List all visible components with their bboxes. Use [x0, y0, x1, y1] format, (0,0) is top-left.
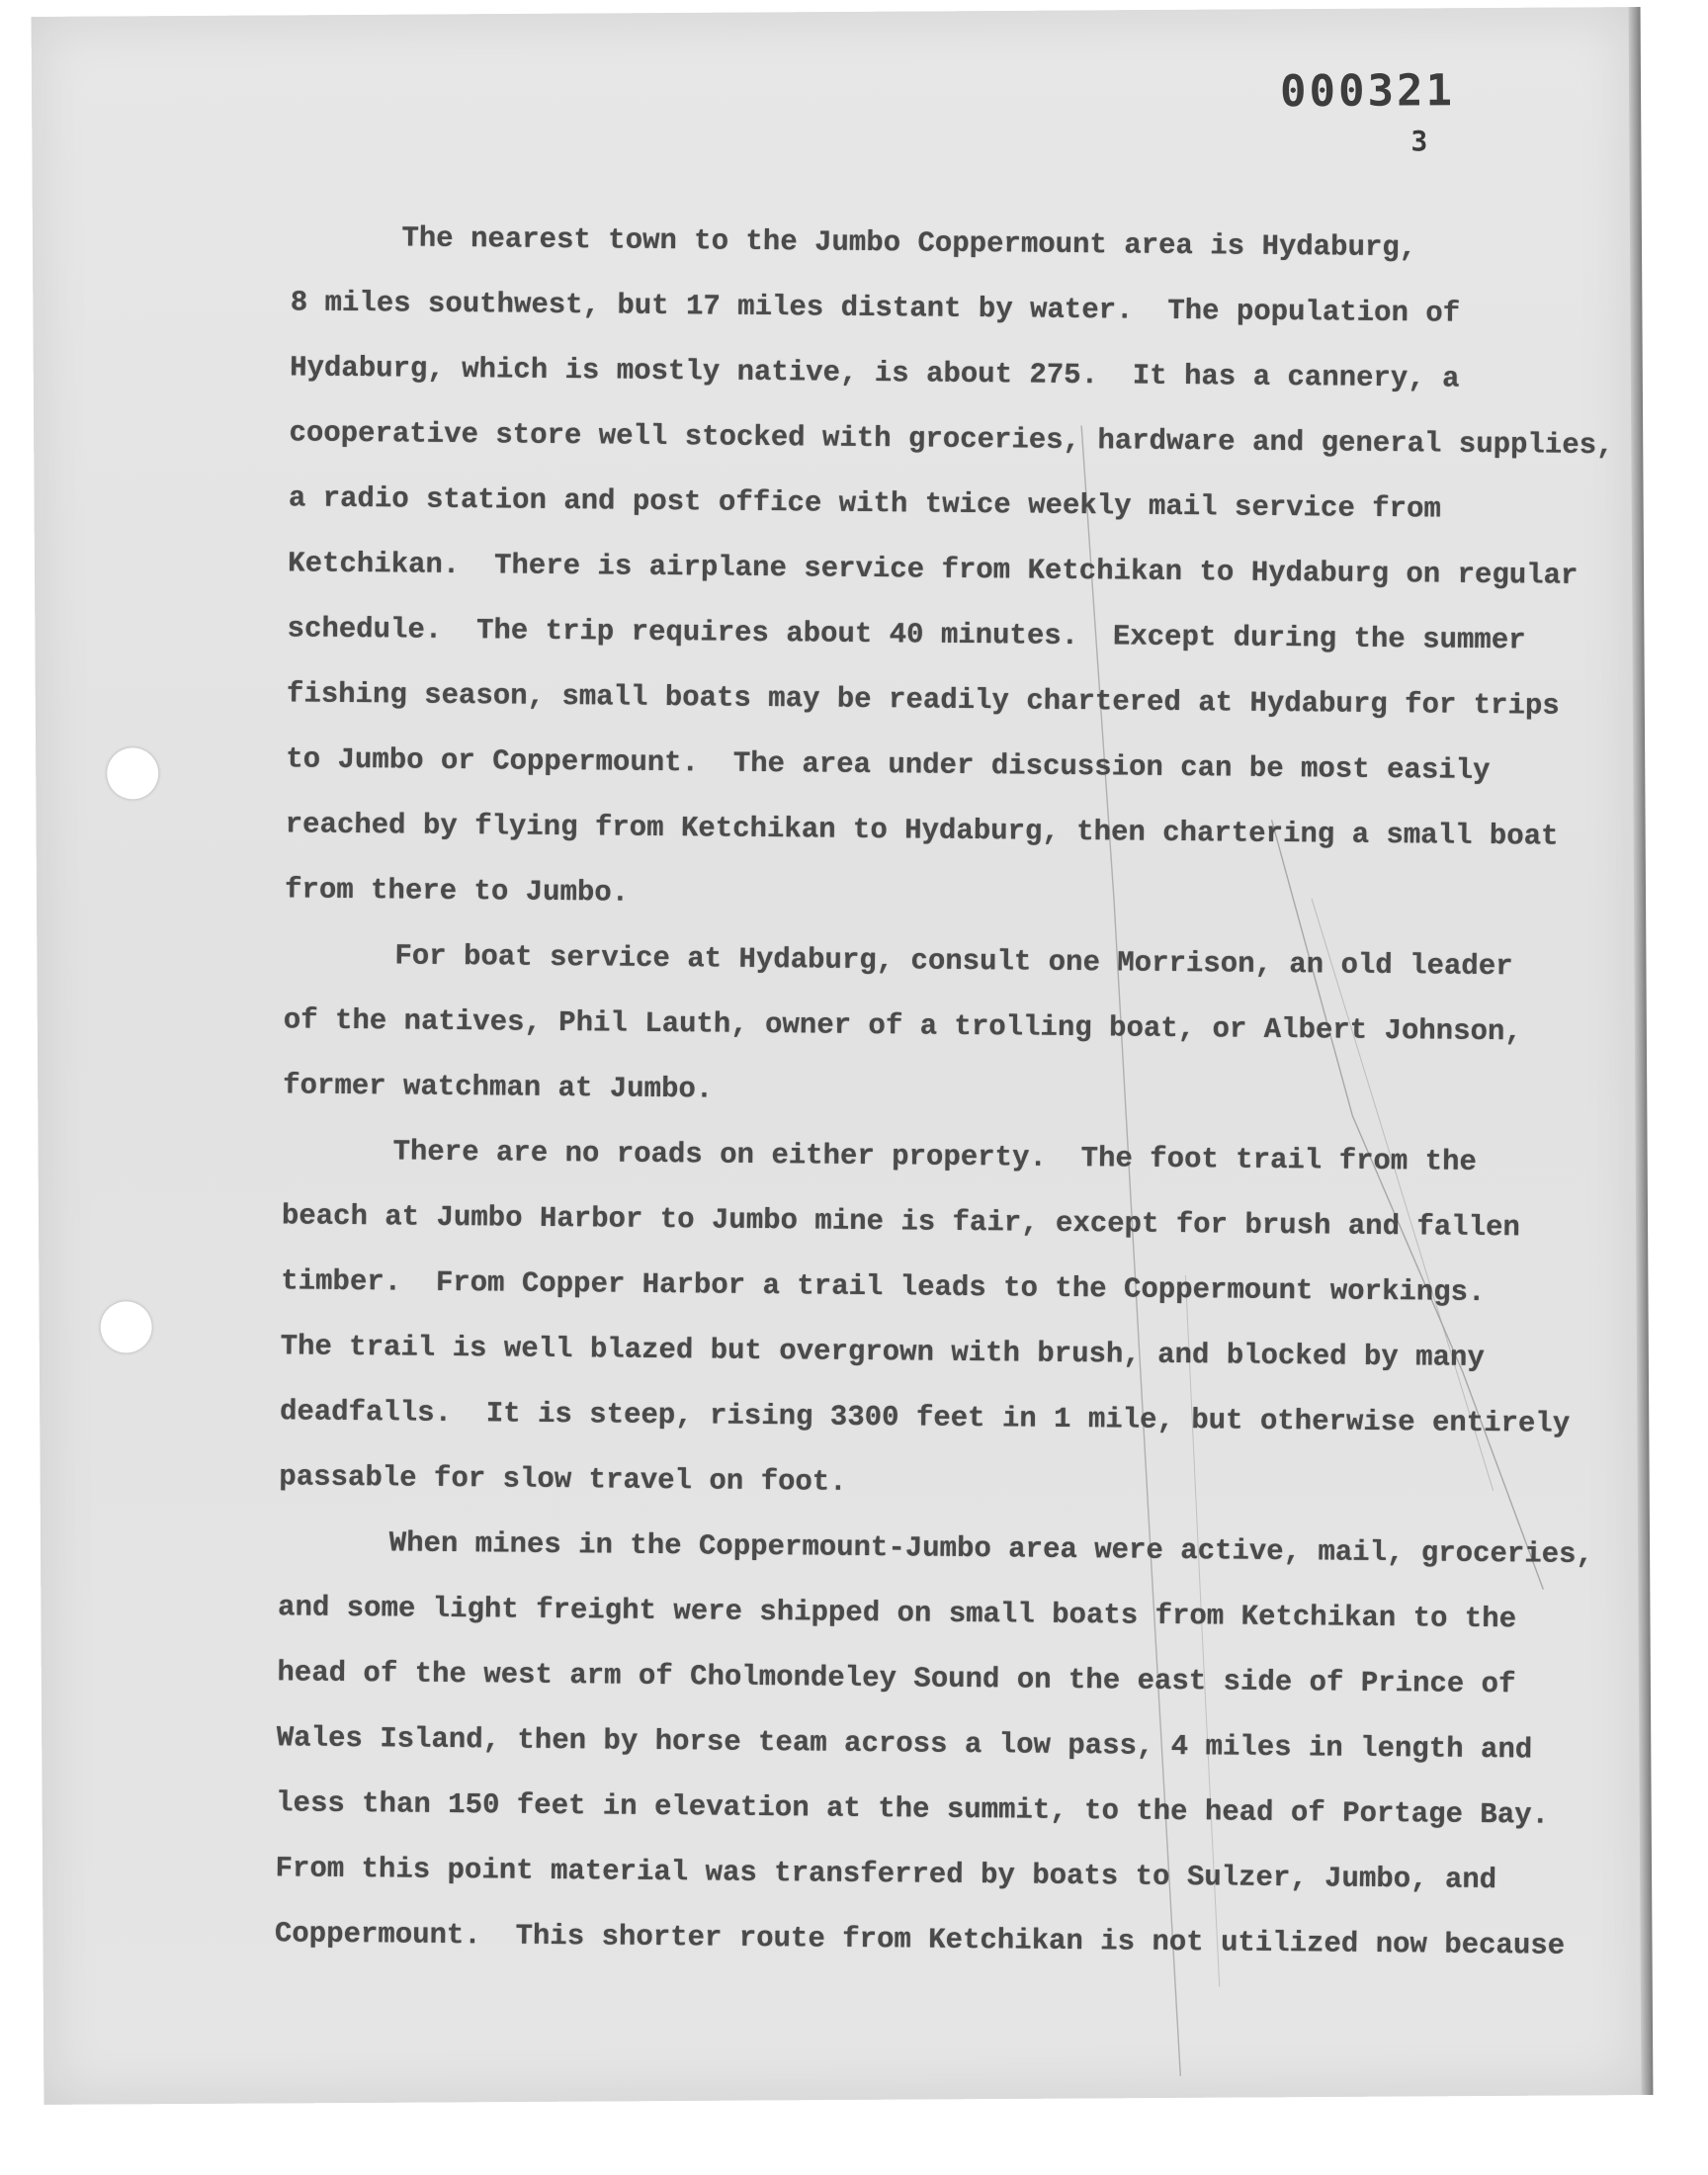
text-line: 8 miles southwest, but 17 miles distant by water. The population of [290, 286, 1461, 330]
text-line: a radio station and post office with twice weekly mail service from [288, 481, 1441, 526]
paragraph-1 [285, 205, 1646, 935]
text-line: less than 150 feet in elevation at the summit, to the head of Portage Bay. [276, 1786, 1550, 1832]
text-line: schedule. The trip requires about 40 minutes. Except during the summer [287, 612, 1526, 657]
text-line: of the natives, Phil Lauth, owner of a trolling boat, or Albert Johnson, [283, 1003, 1522, 1049]
text-line: When mines in the Coppermount-Jumbo area were active, mail, groceries, [388, 1526, 1594, 1572]
paragraph-2 [283, 922, 1639, 1131]
text-line: former watchman at Jumbo. [283, 1069, 714, 1106]
text-line: Coppermount. This shorter route from Ketchikan is not utilized now because [274, 1917, 1566, 1962]
text-line: The trail is well blazed but overgrown with brush, and blocked by many [280, 1330, 1485, 1375]
text-line: cooperative store well stocked with groceries, hardware and general supplies, [289, 416, 1614, 463]
text-line: timber. From Copper Harbor a trail leads to the Coppermount workings. [281, 1264, 1486, 1310]
text-line: For boat service at Hydaburg, consult one Morrison, an old leader [394, 939, 1513, 984]
text-line: deadfalls. It is steep, rising 3300 feet in 1 mile, but otherwise entirely [279, 1395, 1571, 1440]
paper-sheet [32, 7, 1646, 2105]
paragraph-4 [275, 1510, 1633, 1979]
page-number: 3 [1410, 125, 1428, 158]
text-line: fishing season, small boats may be readily chartered at Hydaburg for trips [286, 677, 1560, 723]
text-line: and some light freight were shipped on small boats from Ketchikan to the [277, 1591, 1517, 1636]
body-text [275, 205, 1646, 1979]
text-line: passable for slow travel on foot. [279, 1460, 847, 1499]
text-line: reached by flying from Ketchikan to Hydaburg, then chartering a small boat [285, 808, 1559, 853]
paragraph-3 [279, 1118, 1637, 1522]
document-number: 000321 [1279, 65, 1456, 118]
text-line: The nearest town to the Jumbo Coppermount area is Hydaburg, [401, 221, 1417, 265]
text-line: head of the west arm of Cholmondeley Sound on the east side of Prince of [277, 1656, 1516, 1701]
text-line: Hydaburg, which is mostly native, is about 275. It has a cannery, a [289, 351, 1460, 395]
text-line: to Jumbo or Coppermount. The area under discussion can be most easily [286, 742, 1491, 788]
text-line: from there to Jumbo. [284, 873, 630, 910]
text-line: Ketchikan. There is airplane service from Ketchikan to Hydaburg on regular [288, 547, 1579, 592]
text-line: There are no roads on either property. The foot trail from the [392, 1135, 1478, 1178]
text-line: From this point material was transferred by boats to Sulzer, Jumbo, and [275, 1852, 1497, 1897]
text-line: beach at Jumbo Harbor to Jumbo mine is fair, except for brush and fallen [281, 1199, 1521, 1245]
text-line: Wales Island, then by horse team across a low pass, 4 miles in length and [276, 1721, 1533, 1767]
